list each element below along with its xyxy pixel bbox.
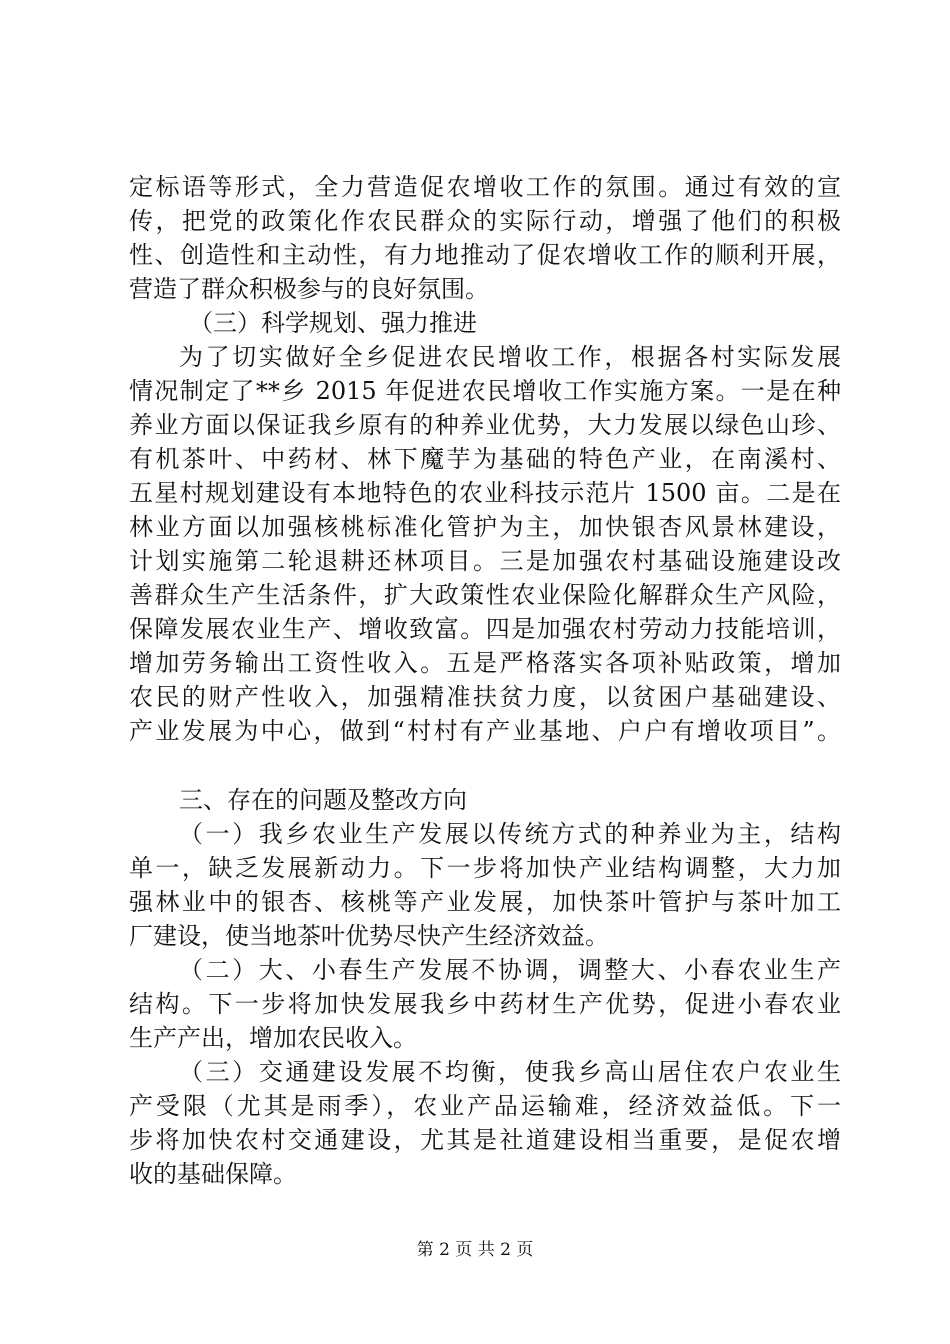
- body-line: 单一，缺乏发展新动力。下一步将加快产业结构调整，大力加: [129, 854, 841, 882]
- body-line: 性、创造性和主动性，有力地推动了促农增收工作的顺利开展，: [129, 241, 841, 269]
- page-number-footer: 第 2 页 共 2 页: [416, 1240, 534, 1260]
- body-line: 结构。下一步将加快发展我乡中药材生产优势，促进小春农业: [129, 990, 841, 1018]
- body-line: 传，把党的政策化作农民群众的实际行动，增强了他们的积极: [129, 207, 841, 235]
- body-line: 善群众生产生活条件，扩大政策性农业保险化解群众生产风险，: [129, 581, 841, 609]
- body-line: 情况制定了**乡 2015 年促进农民增收工作实施方案。一是在种: [129, 377, 841, 405]
- section-heading: （三）科学规划、强力推进: [189, 309, 477, 337]
- body-line: 农民的财产性收入，加强精准扶贫力度，以贫困户基础建设、: [129, 683, 841, 711]
- body-line: 保障发展农业生产、增收致富。四是加强农村劳动力技能培训，: [129, 615, 841, 643]
- body-line: 收的基础保障。: [129, 1160, 297, 1188]
- paragraph-first-line: 为了切实做好全乡促进农民增收工作，根据各村实际发展: [179, 343, 841, 371]
- body-line: 厂建设，使当地茶叶优势尽快产生经济效益。: [129, 922, 609, 950]
- body-line: 产业发展为中心，做到“村村有产业基地、户户有增收项目”。: [129, 717, 841, 745]
- body-line: 有机茶叶、中药材、林下魔芋为基础的特色产业，在南溪村、: [129, 445, 841, 473]
- body-line: 营造了群众积极参与的良好氛围。: [129, 275, 489, 303]
- body-line: 林业方面以加强核桃标准化管护为主，加快银杏风景林建设，: [129, 513, 841, 541]
- body-line: 养业方面以保证我乡原有的种养业优势，大力发展以绿色山珍、: [129, 411, 841, 439]
- body-line: 强林业中的银杏、核桃等产业发展，加快茶叶管护与茶叶加工: [129, 888, 841, 916]
- paragraph-first-line: （一）我乡农业生产发展以传统方式的种养业为主，结构: [179, 820, 841, 848]
- body-line: 产受限（尤其是雨季），农业产品运输难，经济效益低。下一: [129, 1092, 841, 1120]
- body-line: 定标语等形式，全力营造促农增收工作的氛围。通过有效的宣: [129, 173, 841, 201]
- body-line: 五星村规划建设有本地特色的农业科技示范片 1500 亩。二是在: [129, 479, 841, 507]
- paragraph-first-line: （三）交通建设发展不均衡，使我乡高山居住农户农业生: [179, 1058, 841, 1086]
- body-line: 计划实施第二轮退耕还林项目。三是加强农村基础设施建设改: [129, 547, 841, 575]
- body-line: 增加劳务输出工资性收入。五是严格落实各项补贴政策，增加: [129, 649, 841, 677]
- body-line: 步将加快农村交通建设，尤其是社道建设相当重要，是促农增: [129, 1126, 841, 1154]
- body-line: 生产产出，增加农民收入。: [129, 1024, 417, 1052]
- section-heading: 三、存在的问题及整改方向: [179, 786, 467, 814]
- paragraph-first-line: （二）大、小春生产发展不协调，调整大、小春农业生产: [179, 956, 841, 984]
